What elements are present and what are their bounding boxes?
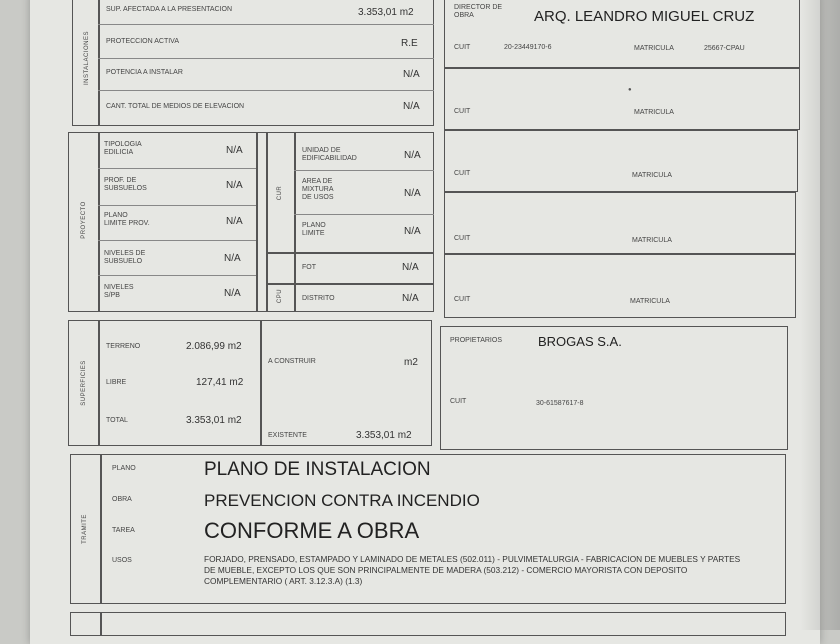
cpu-label: CPU (277, 288, 283, 304)
unidad-edificabilidad-label: UNIDAD DE EDIFICABILIDAD (302, 147, 357, 162)
tramite-label: TRAMITE (82, 514, 88, 544)
professional-3-cuit-label: CUIT (454, 235, 471, 242)
director-name: ARQ. LEANDRO MIGUEL CRUZ (534, 8, 755, 25)
proteccion-activa-value: R.E (401, 38, 418, 49)
plano-limite-label: PLANO LIMITE (302, 222, 326, 237)
area-mixtura-value: N/A (404, 188, 421, 199)
niveles-spb-label: NIVELES S/PB (104, 284, 134, 299)
medios-elevacion-label: CANT. TOTAL DE MEDIOS DE ELEVACION (106, 103, 245, 110)
proteccion-activa-label: PROTECCION ACTIVA (106, 38, 179, 45)
propietarios-cuit-label: CUIT (450, 398, 467, 405)
professional-3-matricula-label: MATRICULA (632, 237, 672, 244)
director-label: DIRECTOR DE OBRA (454, 4, 503, 19)
existente-value: 3.353,01 m2 (356, 430, 412, 441)
professional-4-matricula-label: MATRICULA (630, 298, 670, 305)
director-matricula-value: 25667-CPAU (704, 45, 745, 52)
professional-1-cuit-label: CUIT (454, 108, 471, 115)
director-matricula-label: MATRICULA (634, 45, 674, 52)
unidad-edificabilidad-value: N/A (404, 150, 421, 161)
professional-2-cuit-label: CUIT (454, 170, 471, 177)
cur-label: CUR (277, 185, 283, 201)
usos-label: USOS (112, 557, 132, 564)
professional-box-1 (444, 68, 800, 130)
plano-label: PLANO (112, 465, 136, 472)
potencia-label: POTENCIA A INSTALAR (106, 69, 183, 76)
instalaciones-label: INSTALACIONES (84, 30, 90, 86)
terreno-value: 2.086,99 m2 (186, 341, 242, 352)
area-mixtura-label: AREA DE MIXTURA DE USOS (302, 178, 334, 201)
distrito-value: N/A (402, 293, 419, 304)
sup-afectada-value: 3.353,01 m2 (358, 7, 414, 18)
professional-1-matricula-label: MATRICULA (634, 109, 674, 116)
total-value: 3.353,01 m2 (186, 415, 242, 426)
professional-box-2 (444, 130, 798, 192)
plano-limite-prov-value: N/A (226, 216, 243, 227)
niveles-spb-value: N/A (224, 288, 241, 299)
niveles-subsuelo-value: N/A (224, 253, 241, 264)
niveles-subsuelo-label: NIVELES DE SUBSUELO (104, 250, 146, 265)
propietarios-label: PROPIETARIOS (450, 337, 502, 344)
sup-afectada-label: SUP. AFECTADA A LA PRESENTACION (106, 6, 233, 13)
obra-label: OBRA (112, 496, 132, 503)
professional-2-matricula-label: MATRICULA (632, 172, 672, 179)
propietarios-name: BROGAS S.A. (538, 334, 622, 349)
a-construir-label: A CONSTRUIR (268, 358, 316, 365)
total-label: TOTAL (106, 417, 128, 424)
director-cuit-value: 20-23449170-6 (504, 44, 552, 51)
fot-label: FOT (302, 264, 316, 271)
usos-value: FORJADO, PRENSADO, ESTAMPADO Y LAMINADO DE METALES (502.011) - PULVIMETALURGIA - FABRICACION DE MUEBLES Y PARTES DE MUEBLE, EXCEPTO LOS QUE SON PRINCIPALMENTE DE MADERA (503.212) - COMERCIO MAYORISTA CON DEPOSITO COMPLEMENTARIO ( ART. 3.12.3.A) (1.3) (204, 554, 741, 586)
plano-value: PLANO DE INSTALACION (204, 459, 431, 480)
superficies-label: SUPERFICIES (81, 360, 87, 406)
professional-box-4 (444, 254, 796, 318)
professional-box-3 (444, 192, 796, 254)
proyecto-label: PROYECTO (81, 201, 87, 239)
propietarios-cuit-value: 30-61587617-8 (536, 400, 584, 407)
fot-value: N/A (402, 262, 419, 273)
tipologia-label: TIPOLOGIA EDILICIA (104, 141, 142, 156)
obra-value: PREVENCION CONTRA INCENDIO (204, 491, 480, 510)
tarea-label: TAREA (112, 527, 135, 534)
libre-value: 127,41 m2 (196, 377, 244, 388)
director-cuit-label: CUIT (454, 44, 471, 51)
prof-subsuelos-label: PROF. DE SUBSUELOS (104, 177, 147, 192)
existente-label: EXISTENTE (268, 432, 307, 439)
distrito-label: DISTRITO (302, 295, 335, 302)
tarea-value: CONFORME A OBRA (204, 518, 420, 543)
bottom-row-box (70, 612, 786, 636)
potencia-value: N/A (403, 69, 420, 80)
medios-elevacion-value: N/A (403, 101, 420, 112)
libre-label: LIBRE (106, 379, 127, 386)
prof-subsuelos-value: N/A (226, 180, 243, 191)
a-construir-unit: m2 (404, 357, 418, 368)
plano-limite-value: N/A (404, 226, 421, 237)
stray-mark: ● (628, 87, 632, 93)
tipologia-value: N/A (226, 145, 243, 156)
edge-shadow (800, 0, 840, 630)
terreno-label: TERRENO (106, 343, 141, 350)
plano-limite-prov-label: PLANO LIMITE PROV. (104, 212, 150, 227)
professional-4-cuit-label: CUIT (454, 296, 471, 303)
